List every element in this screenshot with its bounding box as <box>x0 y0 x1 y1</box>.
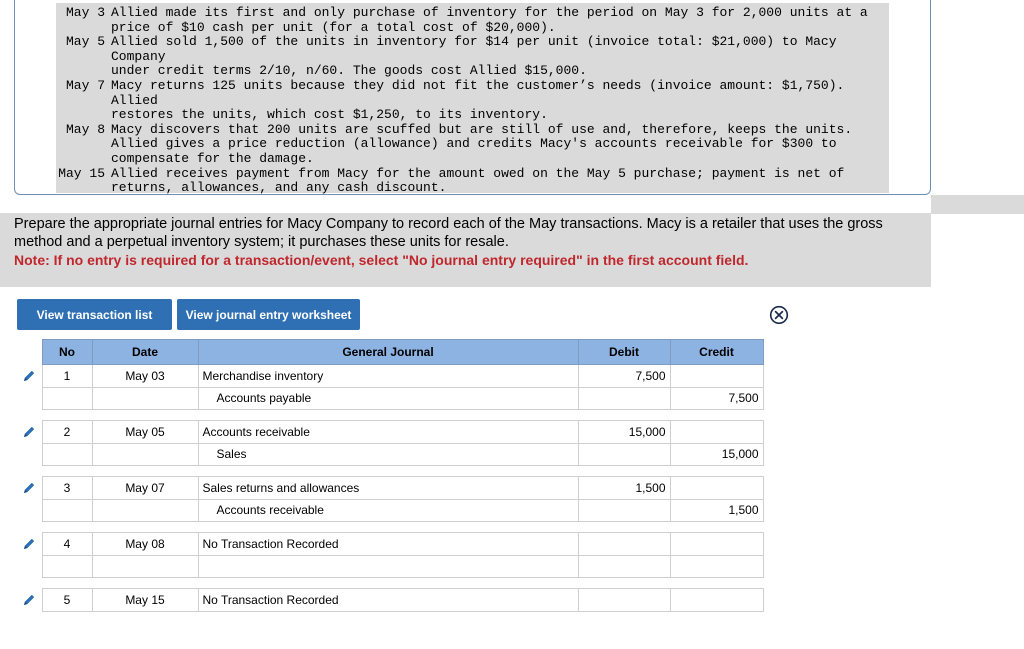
transaction-date: May 15 <box>58 165 105 181</box>
transaction-text: under credit terms 2/10, n/60. The goods cost Allied $15,000. <box>111 63 587 79</box>
view-journal-entry-worksheet-button[interactable]: View journal entry worksheet <box>177 299 360 330</box>
instructions-text: Prepare the appropriate journal entries for Macy Company to record each of the May transactions. Macy is a retailer that uses the gross method and a perpetual inventory system; it purchases these units for resale. <box>14 216 883 250</box>
edit-spacer <box>17 387 42 410</box>
entry-date-empty <box>92 499 198 522</box>
transaction-text: Macy returns 125 units because they did not fit the customer’s needs (invoice amount: $1,750). Allied <box>111 77 853 108</box>
entry-no-empty <box>42 555 92 578</box>
separator-cell <box>17 466 42 477</box>
transaction-date: May 5 <box>65 34 105 50</box>
transaction-text: Macy discovers that 200 units are scuffed but are still of use and, therefore, keeps the units. <box>111 121 853 137</box>
transaction-text: Allied gives a price reduction (allowance) and credits Macy's accounts receivable for $300 to <box>111 136 837 152</box>
transaction-line <box>0 137 889 152</box>
transaction-date: May 7 <box>65 77 105 93</box>
transaction-line <box>0 167 889 182</box>
edit-spacer <box>17 499 42 522</box>
credit-amount-empty <box>670 589 763 612</box>
entry-no: 4 <box>42 533 92 556</box>
entry-no: 2 <box>42 421 92 444</box>
entry-no: 5 <box>42 589 92 612</box>
separator-cell <box>578 466 670 477</box>
journal-table <box>17 339 764 612</box>
debit-amount: 15,000 <box>578 421 670 444</box>
entry-no: 3 <box>42 477 92 500</box>
transaction-line <box>0 35 889 64</box>
entry-separator <box>17 522 763 533</box>
transaction-date <box>0 152 111 167</box>
debit-amount: 7,500 <box>578 365 670 388</box>
separator-cell <box>578 578 670 589</box>
debit-amount <box>578 589 670 612</box>
credit-amount-empty <box>670 477 763 500</box>
transaction-date <box>0 181 111 196</box>
debit-account: Sales returns and allowances <box>198 477 578 500</box>
entry-date: May 08 <box>92 533 198 556</box>
separator-cell <box>17 410 42 421</box>
entry-date: May 03 <box>92 365 198 388</box>
transaction-date: May 3 <box>65 5 105 20</box>
header-general-journal: General Journal <box>198 340 578 365</box>
debit-account: Accounts receivable <box>198 421 578 444</box>
journal-entry-row <box>17 365 763 388</box>
separator-cell <box>198 410 578 421</box>
separator-cell <box>92 578 198 589</box>
edit-entry-button[interactable] <box>17 477 42 500</box>
journal-header-row <box>17 340 763 365</box>
transaction-line <box>0 181 889 196</box>
header-no: No <box>42 340 92 365</box>
separator-cell <box>42 466 92 477</box>
separator-cell <box>198 522 578 533</box>
journal-entry-row <box>17 589 763 612</box>
pencil-icon[interactable] <box>22 593 36 607</box>
transaction-line <box>0 6 889 21</box>
edit-entry-button[interactable] <box>17 589 42 612</box>
debit-amount-empty <box>578 499 670 522</box>
pencil-icon[interactable] <box>22 481 36 495</box>
entry-no-empty <box>42 443 92 466</box>
entry-no-empty <box>42 499 92 522</box>
entry-no-empty <box>42 387 92 410</box>
transaction-date <box>0 137 111 152</box>
debit-amount-empty <box>578 443 670 466</box>
entry-date-empty <box>92 555 198 578</box>
transaction-line <box>0 79 889 108</box>
journal-entry-row <box>17 533 763 556</box>
credit-account <box>198 555 578 578</box>
transaction-line <box>0 64 889 79</box>
edit-entry-button[interactable] <box>17 421 42 444</box>
edit-spacer <box>17 555 42 578</box>
separator-cell <box>92 466 198 477</box>
edit-entry-button[interactable] <box>17 533 42 556</box>
credit-amount <box>670 555 763 578</box>
separator-cell <box>670 466 763 477</box>
entry-separator <box>17 410 763 421</box>
transaction-line <box>0 21 889 36</box>
transaction-text: returns, allowances, and any cash discount. <box>111 180 447 196</box>
separator-cell <box>578 410 670 421</box>
view-transaction-list-button[interactable]: View transaction list <box>17 299 172 330</box>
transaction-text: restores the units, which cost $1,250, to its inventory. <box>111 107 548 123</box>
transaction-list <box>0 6 889 196</box>
pencil-icon[interactable] <box>22 369 36 383</box>
transaction-date <box>0 108 111 123</box>
instructions <box>0 213 931 287</box>
separator-cell <box>198 466 578 477</box>
debit-account: No Transaction Recorded <box>198 589 578 612</box>
entry-no: 1 <box>42 365 92 388</box>
credit-account: Sales <box>198 443 578 466</box>
pencil-icon[interactable] <box>22 425 36 439</box>
instructions-note: Note: If no entry is required for a transaction/event, select "No journal entry required" in the first account field. <box>14 252 749 268</box>
transaction-text: Allied sold 1,500 of the units in inventory for $14 per unit (invoice total: $21,000) to Macy Company <box>111 34 845 64</box>
transaction-date <box>0 64 111 79</box>
debit-amount-empty <box>578 555 670 578</box>
credit-amount-empty <box>670 533 763 556</box>
header-date: Date <box>92 340 198 365</box>
debit-amount: 1,500 <box>578 477 670 500</box>
separator-cell <box>92 522 198 533</box>
separator-cell <box>42 578 92 589</box>
entry-date: May 05 <box>92 421 198 444</box>
journal-entry-row <box>17 555 763 578</box>
entry-date-empty <box>92 387 198 410</box>
separator-cell <box>42 522 92 533</box>
credit-amount: 15,000 <box>670 443 763 466</box>
separator-cell <box>670 522 763 533</box>
panel-strip <box>931 195 1024 214</box>
debit-amount-empty <box>578 387 670 410</box>
edit-entry-button[interactable] <box>17 365 42 388</box>
entry-separator <box>17 578 763 589</box>
journal-entry-row <box>17 477 763 500</box>
journal-entry-row <box>17 421 763 444</box>
transaction-text: price of $10 cash per unit (for a total cost of $20,000). <box>111 19 556 35</box>
transaction-text: compensate for the damage. <box>111 150 314 166</box>
separator-cell <box>578 522 670 533</box>
separator-cell <box>92 410 198 421</box>
transaction-text: Allied receives payment from Macy for the amount owed on the May 5 purchase; payment is net of <box>111 165 845 181</box>
entry-date-empty <box>92 443 198 466</box>
entry-separator <box>17 466 763 477</box>
header-credit: Credit <box>670 340 763 365</box>
journal-table-container <box>17 339 764 612</box>
entry-date: May 07 <box>92 477 198 500</box>
pencil-icon[interactable] <box>22 537 36 551</box>
entry-date: May 15 <box>92 589 198 612</box>
journal-entry-row <box>17 387 763 410</box>
edit-column-header <box>17 340 42 365</box>
transaction-text: Allied made its first and only purchase of inventory for the period on May 3 for 2,000 units at a <box>111 5 868 20</box>
credit-amount: 7,500 <box>670 387 763 410</box>
transaction-date: May 8 <box>65 121 105 137</box>
separator-cell <box>670 410 763 421</box>
separator-cell <box>17 522 42 533</box>
credit-account: Accounts receivable <box>198 499 578 522</box>
header-debit: Debit <box>578 340 670 365</box>
close-icon[interactable] <box>769 305 789 325</box>
separator-cell <box>670 578 763 589</box>
edit-spacer <box>17 443 42 466</box>
debit-amount <box>578 533 670 556</box>
separator-cell <box>17 578 42 589</box>
transaction-line <box>0 152 889 167</box>
debit-account: Merchandise inventory <box>198 365 578 388</box>
credit-account: Accounts payable <box>198 387 578 410</box>
separator-cell <box>42 410 92 421</box>
journal-entry-row <box>17 499 763 522</box>
credit-amount-empty <box>670 421 763 444</box>
credit-amount: 1,500 <box>670 499 763 522</box>
transaction-line <box>0 108 889 123</box>
debit-account: No Transaction Recorded <box>198 533 578 556</box>
journal-entry-row <box>17 443 763 466</box>
transaction-line <box>0 123 889 138</box>
transaction-date <box>0 21 111 36</box>
separator-cell <box>198 578 578 589</box>
credit-amount-empty <box>670 365 763 388</box>
